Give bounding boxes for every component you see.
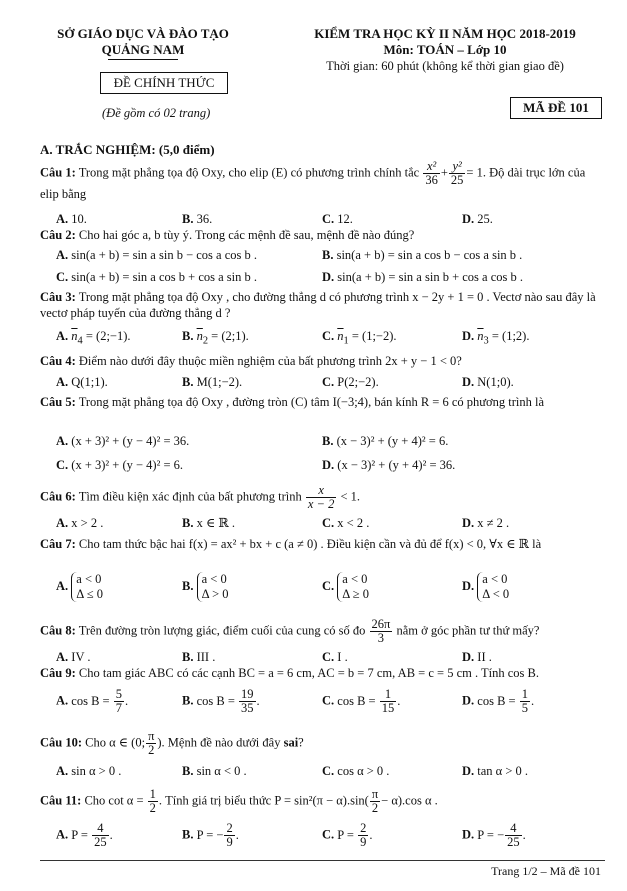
answer-option[interactable]: (x + 3)² + (y − 4)² = 6. bbox=[71, 458, 183, 472]
department-line1: SỞ GIÁO DỤC VÀ ĐÀO TẠO bbox=[57, 26, 229, 41]
question-2: Câu 2: Cho hai góc a, b tùy ý. Trong các mệnh đề sau, mệnh đề nào đúng? bbox=[40, 228, 415, 242]
answer-option[interactable]: a < 0 Δ ≤ 0 bbox=[71, 572, 103, 602]
answer-option[interactable]: = (1;−2). bbox=[348, 329, 397, 343]
q9-options: A. cos B = $\frac{5}{7}$ . B. cos B = $\frac{19}{35}$ . C. cos B = $\frac{1}{15}$ . D. cos B = $\frac{1}{5}$ . bbox=[56, 687, 535, 716]
answer-option[interactable]: I . bbox=[337, 650, 348, 664]
question-9: Câu 9: Cho tam giác ABC có các cạnh BC = a = 6 cm, AC = b = 7 cm, AB = c = 5 cm . Tính cos B. bbox=[40, 666, 539, 680]
answer-option[interactable]: x < 2 . bbox=[337, 516, 370, 530]
exam-time: Thời gian: 60 phút (không kể thời gian giao đề) bbox=[326, 58, 564, 73]
question-11: Câu 11: Cho cot α = $\frac{1}{2}$ . Tính giá trị biểu thức P = sin²(π − α).sin( $\frac{\pi}{2}$ − α).cos α . bbox=[40, 787, 438, 816]
official-exam-box: ĐỀ CHÍNH THỨC bbox=[100, 72, 228, 94]
answer-option[interactable]: 12. bbox=[337, 212, 353, 226]
section-title: A. TRẮC NGHIỆM: (5,0 điểm) bbox=[40, 142, 215, 157]
answer-option[interactable]: sin(a + b) = sin a cos b + cos a sin b . bbox=[71, 270, 257, 284]
exam-subject: Môn: TOÁN – Lớp 10 bbox=[383, 42, 507, 58]
ellipse-term-y: $\frac{\text{y²}}{25}$ bbox=[450, 159, 464, 188]
fraction: $\frac{x}{x - 2}$ bbox=[307, 483, 335, 512]
answer-option[interactable]: = (2;1). bbox=[208, 329, 249, 343]
department-header bbox=[28, 26, 258, 60]
answer-option[interactable]: a < 0 Δ > 0 bbox=[197, 572, 229, 602]
answer-option[interactable]: Q(1;1). bbox=[71, 375, 108, 389]
answer-option[interactable]: 36. bbox=[196, 212, 213, 226]
answer-option[interactable]: a < 0 Δ ≥ 0 bbox=[337, 572, 369, 602]
answer-option[interactable]: cos B = $\frac{1}{15}$ . bbox=[337, 687, 401, 716]
answer-option[interactable]: P = − $\frac{4}{25}$ . bbox=[477, 821, 526, 850]
answer-option[interactable]: P = $\frac{4}{25}$ . bbox=[71, 821, 113, 850]
answer-option[interactable]: (x + 3)² + (y − 4)² = 36. bbox=[71, 434, 190, 448]
fraction: $\frac{\pi}{2}$ bbox=[148, 729, 155, 758]
answer-option[interactable]: sin α < 0 . bbox=[196, 764, 247, 778]
header-underline bbox=[108, 59, 178, 60]
answer-option[interactable]: sin α > 0 . bbox=[71, 764, 122, 778]
answer-option[interactable]: cos B = $\frac{1}{5}$ . bbox=[477, 687, 535, 716]
answer-option[interactable]: 10. bbox=[71, 212, 87, 226]
answer-option[interactable]: M(1;−2). bbox=[196, 375, 243, 389]
answer-option[interactable]: x > 2 . bbox=[71, 516, 104, 530]
fraction: $\frac{26\pi}{3}$ bbox=[371, 617, 391, 646]
question-3: Câu 3: Trong mặt phẳng tọa độ Oxy , cho đường thẳng d có phương trình x − 2y + 1 = 0 . Vectơ nào sau đây là vectơ pháp tuyến của đường thẳng d ? bbox=[40, 290, 596, 320]
answer-option[interactable]: P(2;−2). bbox=[337, 375, 379, 389]
question-8: Câu 8: Trên đường tròn lượng giác, điểm cuối của cung có số đo $\frac{26\pi}{3}$ nằm ở góc phần tư thứ mấy? bbox=[40, 617, 540, 646]
question-7: Câu 7: Cho tam thức bậc hai f(x) = ax² + bx + c (a ≠ 0) . Điều kiện cần và đủ để f(x) < 0, ∀x ∈ ℝ là bbox=[40, 537, 542, 551]
answer-option[interactable]: P = − $\frac{2}{9}$ . bbox=[196, 821, 239, 850]
answer-option[interactable]: P = $\frac{2}{9}$ . bbox=[337, 821, 373, 850]
answer-option[interactable]: cos α > 0 . bbox=[337, 764, 390, 778]
question-10: Câu 10: Cho α ∈ (0; $\frac{\pi}{2}$ ). Mệnh đề nào dưới đây sai? bbox=[40, 729, 304, 758]
question-5: Câu 5: Trong mặt phẳng tọa độ Oxy , đường tròn (C) tâm I(−3;4), bán kính R = 6 có phương trình là bbox=[40, 395, 545, 409]
answer-option[interactable]: x ∈ ℝ . bbox=[196, 516, 235, 530]
answer-option[interactable]: cos B = $\frac{19}{35}$ . bbox=[196, 687, 260, 716]
pages-note: (Đề gồm có 02 trang) bbox=[102, 106, 211, 120]
answer-option[interactable]: IV . bbox=[71, 650, 91, 664]
answer-option[interactable]: sin(a + b) = sin a sin b − cos a cos b . bbox=[71, 248, 257, 262]
fraction: $\frac{\pi}{2}$ bbox=[371, 787, 379, 816]
answer-option[interactable]: a < 0 Δ < 0 bbox=[477, 572, 509, 602]
question-6: Câu 6: Tìm điều kiện xác định của bất phương trình $\frac{x}{x - 2}$ < 1. bbox=[40, 483, 361, 512]
fraction: $\frac{1}{2}$ bbox=[149, 787, 156, 816]
department-line2: QUẢNG NAM bbox=[101, 42, 185, 58]
exam-header bbox=[285, 26, 605, 74]
answer-option[interactable]: (x − 3)² + (y + 4)² = 36. bbox=[337, 458, 456, 472]
ellipse-term-x: $\frac{\text{x²}}{36}$ bbox=[425, 159, 438, 188]
page-footer: Trang 1/2 – Mã đề 101 bbox=[491, 864, 601, 878]
exam-code-box: MÃ ĐỀ 101 bbox=[510, 97, 602, 119]
answer-option[interactable]: cos B = $\frac{5}{7}$ . bbox=[71, 687, 129, 716]
answer-option[interactable]: 25. bbox=[477, 212, 493, 226]
exam-title: KIỂM TRA HỌC KỲ II NĂM HỌC 2018-2019 bbox=[314, 26, 576, 41]
answer-option[interactable]: II . bbox=[477, 650, 492, 664]
answer-option[interactable]: III . bbox=[196, 650, 216, 664]
answer-option[interactable]: = (1;2). bbox=[488, 329, 530, 343]
answer-option[interactable]: = (2;−1). bbox=[82, 329, 131, 343]
answer-option[interactable]: N(1;0). bbox=[477, 375, 514, 389]
answer-option[interactable]: sin(a + b) = sin a cos b − cos a sin b . bbox=[336, 248, 523, 262]
answer-option[interactable]: x ≠ 2 . bbox=[477, 516, 510, 530]
q11-options: A. P = $\frac{4}{25}$ . B. P = − $\frac{2}{9}$ . C. P = $\frac{2}{9}$ . D. P = − $\frac{4}{25}$ . bbox=[56, 821, 526, 850]
answer-option[interactable]: (x − 3)² + (y + 4)² = 6. bbox=[336, 434, 449, 448]
footer-divider bbox=[40, 860, 605, 861]
question-1: Câu 1: Trong mặt phẳng tọa độ Oxy, cho elip (E) có phương trình chính tắc $\frac{\text{x²}}{36}$ + $\frac{\text{y²}}{25}$ = 1. Độ dài trục lớn của elip bằng bbox=[40, 159, 586, 202]
question-text: Trong mặt phẳng tọa độ Oxy, cho elip (E) có phương trình chính tắc bbox=[78, 165, 420, 180]
question-4: Câu 4: Điểm nào dưới đây thuộc miền nghiệm của bất phương trình 2x + y − 1 < 0? bbox=[40, 354, 462, 368]
question-label: Câu 1: bbox=[40, 165, 76, 180]
answer-option[interactable]: tan α > 0 . bbox=[477, 764, 529, 778]
answer-option[interactable]: sin(a + b) = sin a sin b + cos a cos b . bbox=[337, 270, 523, 284]
